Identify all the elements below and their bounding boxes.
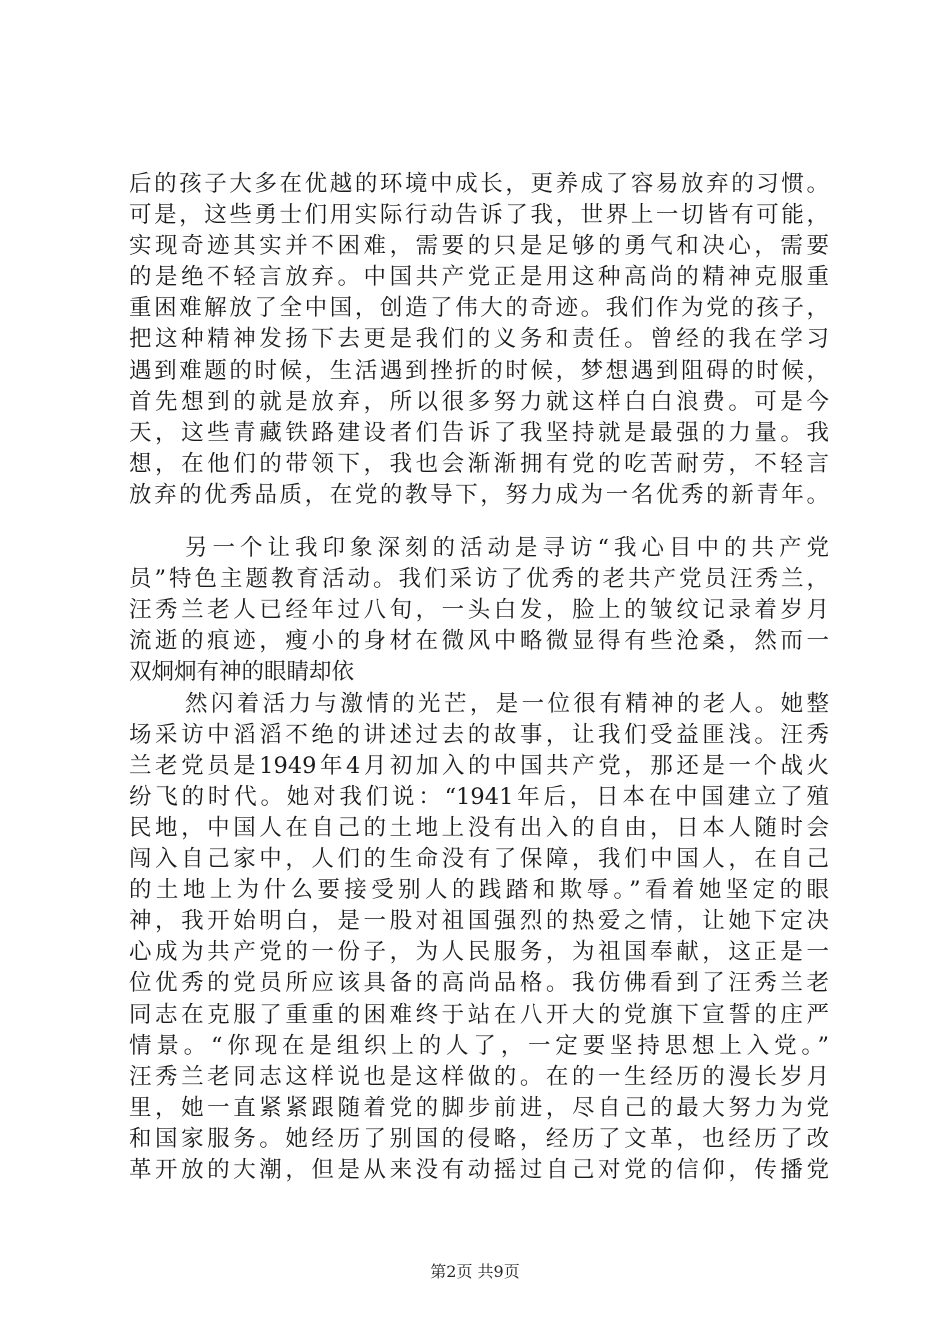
text-line: 场采访中滔滔不绝的讲述过去的故事，让我们受益匪浅。汪秀: [129, 722, 829, 748]
text-line: 遇到难题的时候，生活遇到挫折的时候，梦想遇到阻碍的时候，: [129, 358, 829, 384]
text-line: 革开放的大潮，但是从来没有动摇过自己对党的信仰，传播党: [129, 1157, 829, 1183]
text-line: 同志在克服了重重的困难终于站在八开大的党旗下宣誓的庄严: [129, 1002, 829, 1028]
text-line: 里，她一直紧紧跟随着党的脚步前进，尽自己的最大努力为党: [129, 1095, 829, 1121]
text-line: 情景。“你现在是组织上的人了，一定要坚持思想上入党。”: [129, 1033, 829, 1059]
text-line: 闯入自己家中，人们的生命没有了保障，我们中国人，在自己: [129, 846, 829, 872]
text-line: 员”特色主题教育活动。我们采访了优秀的老共产党员汪秀兰，: [129, 566, 829, 592]
text-line: 汪秀兰老同志这样说也是这样做的。在的一生经历的漫长岁月: [129, 1064, 829, 1090]
text-line: 重困难解放了全中国，创造了伟大的奇迹。我们作为党的孩子，: [129, 295, 829, 321]
text-line: 想，在他们的带领下，我也会渐渐拥有党的吃苦耐劳，不轻言: [129, 451, 829, 477]
text-line: 首先想到的就是放弃，所以很多努力就这样白白浪费。可是今: [129, 389, 829, 415]
text-line: 可是，这些勇士们用实际行动告诉了我，世界上一切皆有可能，: [129, 202, 829, 228]
text-line: 另一个让我印象深刻的活动是寻访“我心目中的共产党: [185, 535, 829, 561]
text-line: 流逝的痕迹，瘦小的身材在微风中略微显得有些沧桑，然而一: [129, 628, 829, 654]
text-line: 后的孩子大多在优越的环境中成长，更养成了容易放弃的习惯。: [129, 171, 829, 197]
text-line: 神，我开始明白，是一股对祖国强烈的热爱之情，让她下定决: [129, 908, 829, 934]
text-line: 天，这些青藏铁路建设者们告诉了我坚持就是最强的力量。我: [129, 420, 829, 446]
text-line: 放弃的优秀品质，在党的教导下，努力成为一名优秀的新青年。: [129, 482, 829, 508]
text-line: 和国家服务。她经历了别国的侵略，经历了文革，也经历了改: [129, 1126, 829, 1152]
text-line: 纷飞的时代。她对我们说：“1941年后，日本在中国建立了殖: [129, 784, 829, 810]
text-line: 的是绝不轻言放弃。中国共产党正是用这种高尚的精神克服重: [129, 264, 829, 290]
text-line: 把这种精神发扬下去更是我们的义务和责任。曾经的我在学习: [129, 326, 829, 352]
text-line: 心成为共产党的一份子，为人民服务，为祖国奉献，这正是一: [129, 939, 829, 965]
page-number-footer: 第2页 共9页: [430, 1262, 520, 1281]
text-line: 民地，中国人在自己的土地上没有出入的自由，日本人随时会: [129, 815, 829, 841]
text-line: 双炯炯有神的眼睛却依: [129, 659, 355, 685]
text-line: 汪秀兰老人已经年过八旬，一头白发，脸上的皱纹记录着岁月: [129, 597, 829, 623]
text-line: 实现奇迹其实并不困难，需要的只是足够的勇气和决心，需要: [129, 233, 829, 259]
text-line: 的土地上为什么要接受别人的践踏和欺辱。”看着她坚定的眼: [129, 877, 829, 903]
text-line: 位优秀的党员所应该具备的高尚品格。我仿佛看到了汪秀兰老: [129, 970, 829, 996]
text-line: 兰老党员是1949年4月初加入的中国共产党，那还是一个战火: [129, 753, 829, 779]
text-line: 然闪着活力与激情的光芒，是一位很有精神的老人。她整: [185, 691, 829, 717]
